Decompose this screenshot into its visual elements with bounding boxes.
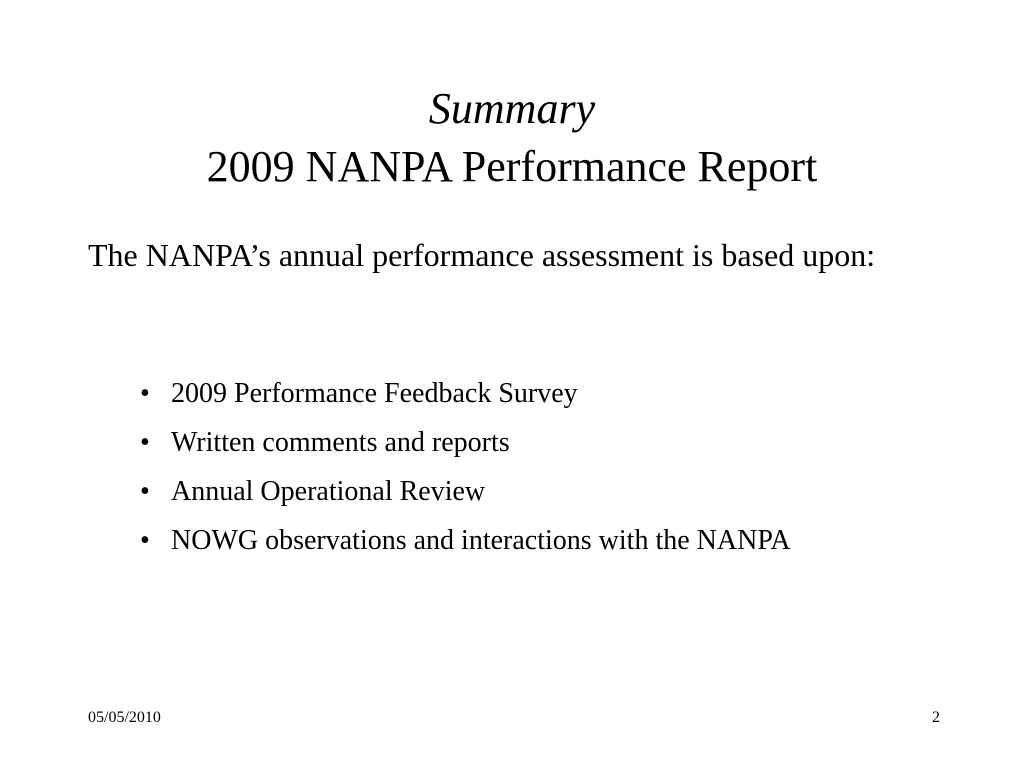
footer-date: 05/05/2010 [88, 709, 161, 726]
slide-title-line-1: Summary [428, 84, 596, 133]
bullet-icon: • [140, 525, 150, 556]
bullet-list [140, 372, 1000, 568]
page-number: 2 [932, 709, 940, 726]
bullet-text: NOWG observations and interactions with the NANPA [171, 525, 791, 556]
bullet-item [140, 519, 1000, 568]
bullet-icon: • [140, 476, 150, 507]
bullet-icon: • [140, 427, 150, 458]
bullet-text: 2009 Performance Feedback Survey [171, 378, 578, 409]
intro-text: The NANPA’s annual performance assessment is based upon: [88, 237, 876, 273]
slide-title [0, 80, 1024, 196]
bullet-item [140, 470, 1000, 519]
bullet-text: Written comments and reports [171, 427, 510, 458]
bullet-item [140, 372, 1000, 421]
bullet-icon: • [140, 378, 150, 409]
slide-title-line-2: 2009 NANPA Performance Report [206, 142, 818, 191]
bullet-item [140, 421, 1000, 470]
bullet-text: Annual Operational Review [171, 476, 486, 507]
